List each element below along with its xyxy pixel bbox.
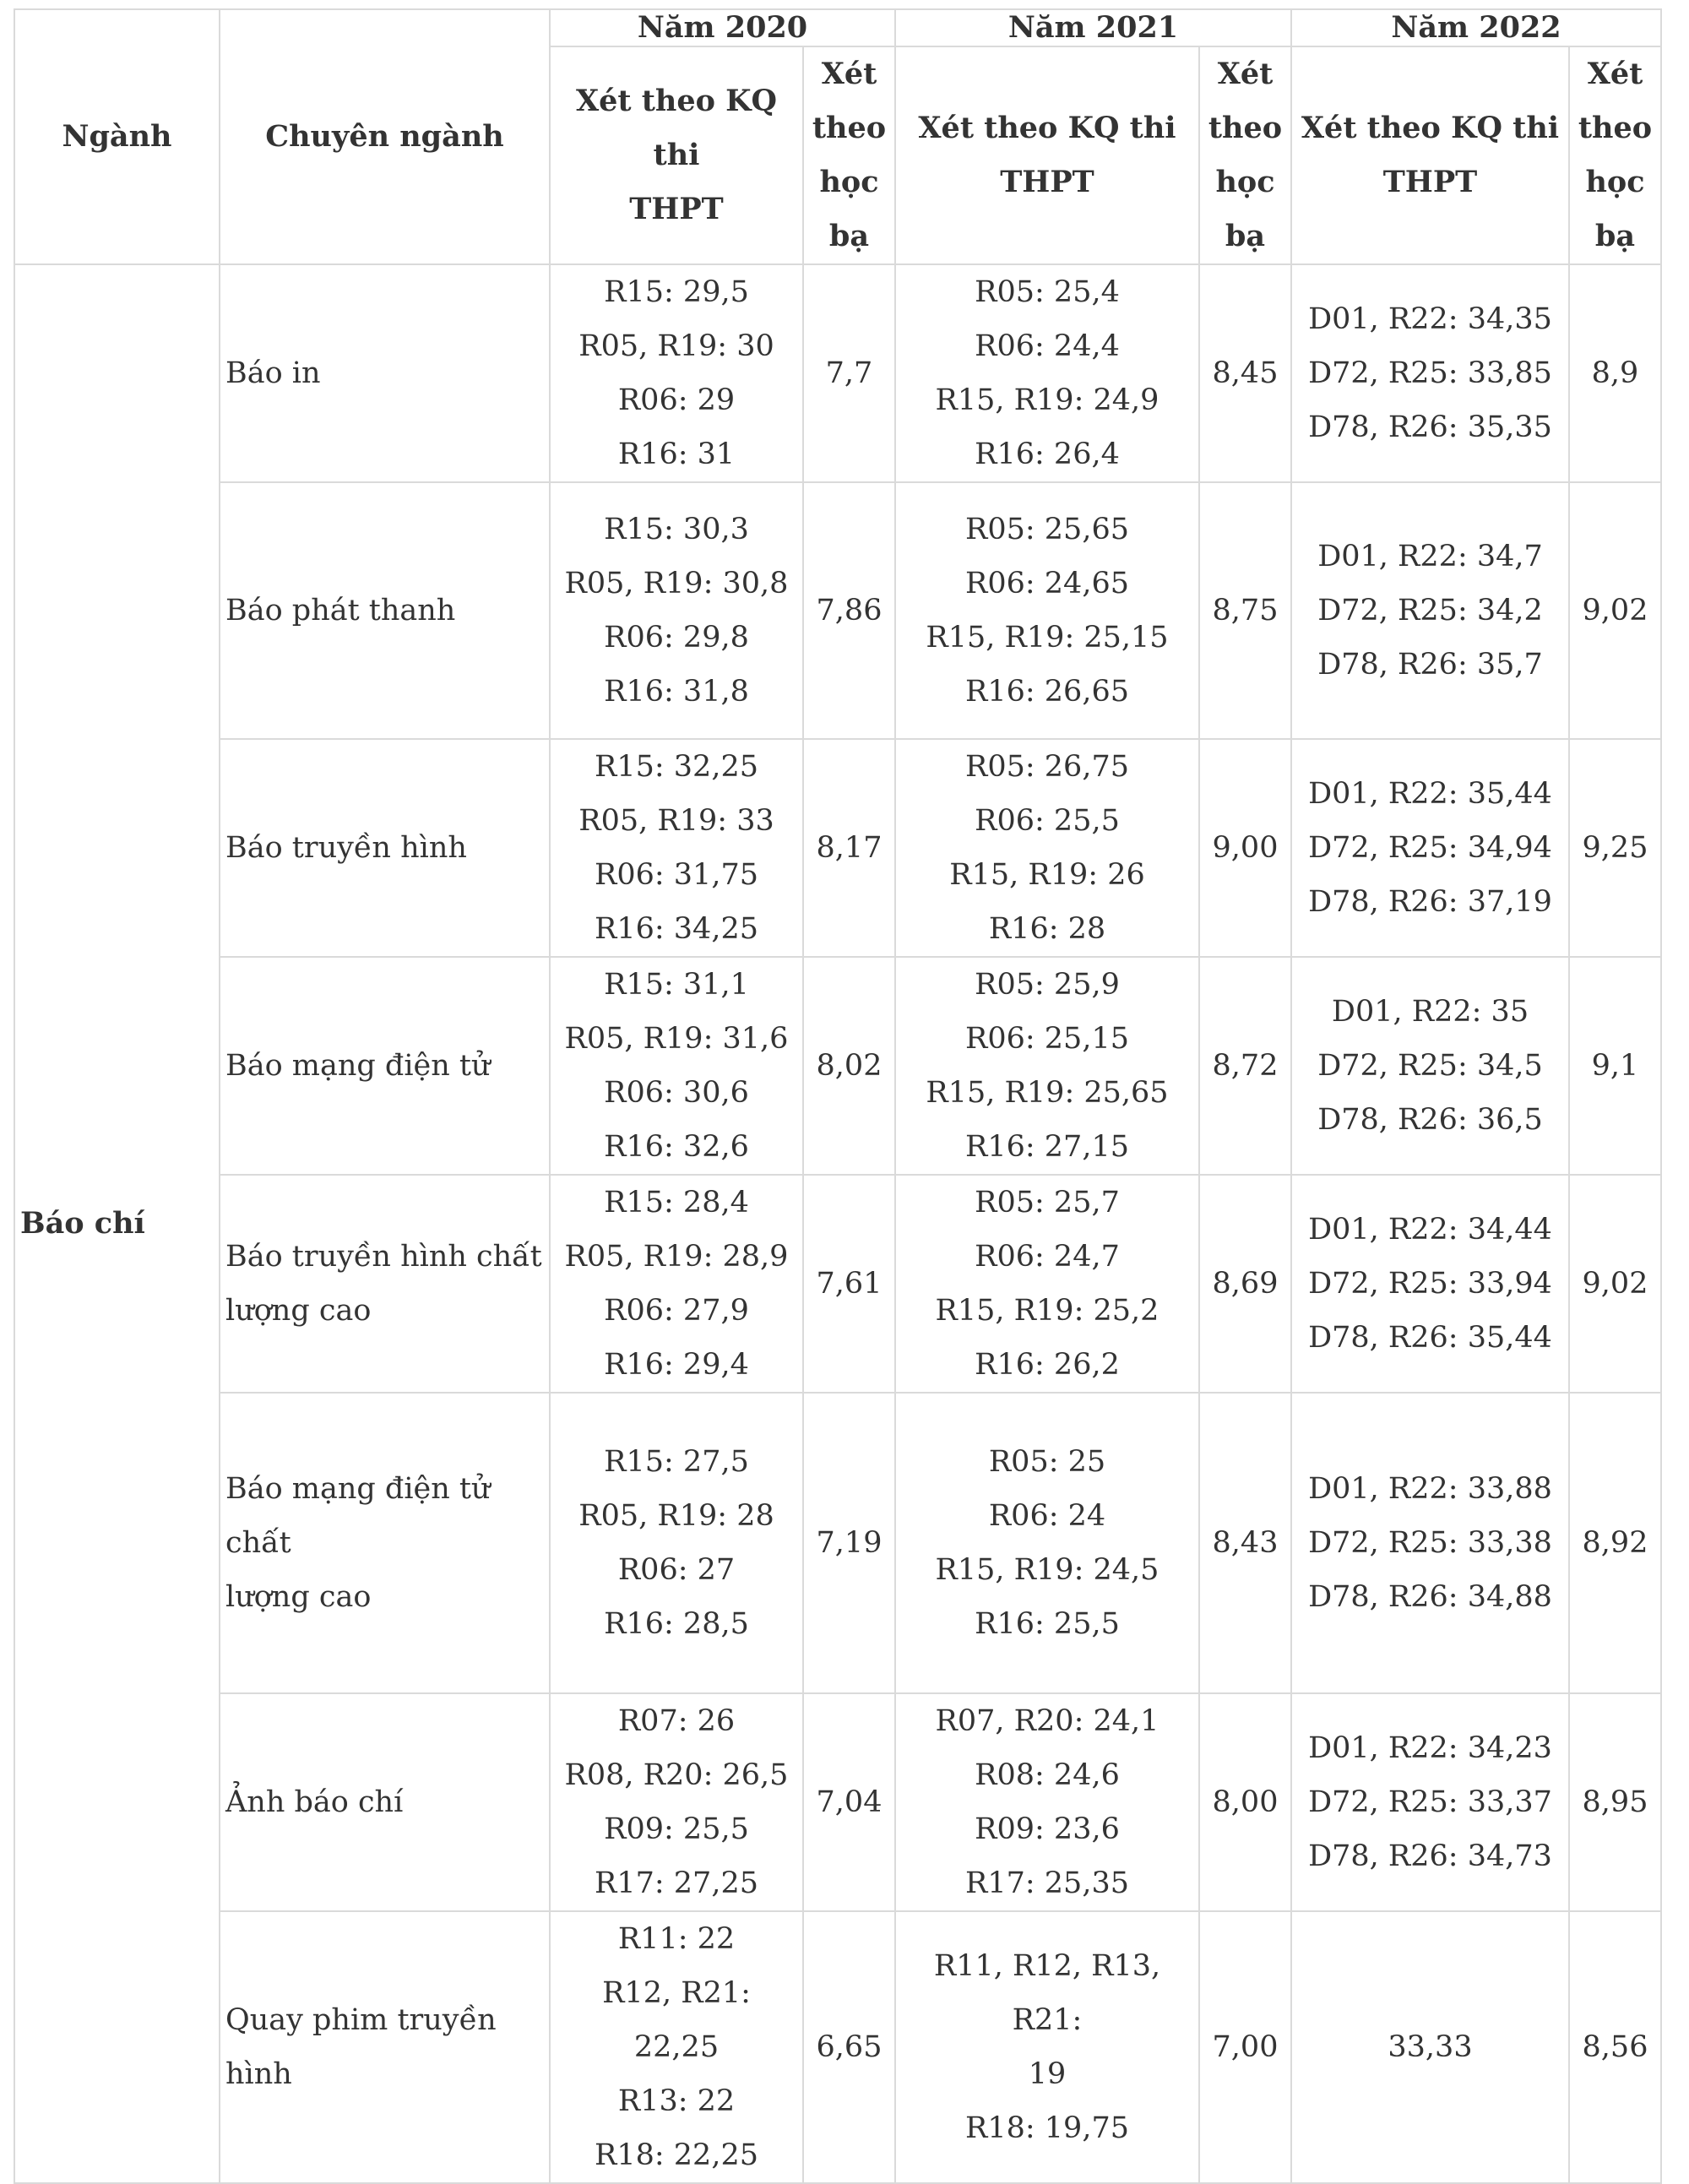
- header-thpt-2022: Xét theo KQ thi THPT: [1291, 46, 1569, 264]
- score-2021-hocba: 8,00: [1199, 1693, 1291, 1911]
- score-2021-thpt: R05: 25,65 R06: 24,65 R15, R19: 25,15 R16: 26,65: [895, 482, 1199, 739]
- score-2020-hocba: 7,86: [803, 482, 895, 739]
- major-cell: Báo phát thanh: [220, 482, 550, 739]
- score-2021-thpt: R05: 25,7 R06: 24,7 R15, R19: 25,2 R16: 26,2: [895, 1175, 1199, 1393]
- score-2021-thpt: R07, R20: 24,1 R08: 24,6 R09: 23,6 R17: 25,35: [895, 1693, 1199, 1911]
- score-2020-hocba: 7,61: [803, 1175, 895, 1393]
- header-hocba-2021: Xét theo học bạ: [1199, 46, 1291, 264]
- score-2020-hocba: 7,04: [803, 1693, 895, 1911]
- score-2021-thpt: R05: 25,4 R06: 24,4 R15, R19: 24,9 R16: 26,4: [895, 264, 1199, 482]
- score-2022-thpt: D01, R22: 34,7 D72, R25: 34,2 D78, R26: 35,7: [1291, 482, 1569, 739]
- score-2021-thpt: R05: 26,75 R06: 25,5 R15, R19: 26 R16: 28: [895, 739, 1199, 957]
- score-2022-hocba: 8,95: [1569, 1693, 1661, 1911]
- header-row-years: [14, 9, 1661, 46]
- header-thpt-2021: Xét theo KQ thi THPT: [895, 46, 1199, 264]
- major-cell: Quay phim truyền hình: [220, 1911, 550, 2183]
- score-2020-hocba: 7,19: [803, 1393, 895, 1693]
- header-chuyen-nganh: Chuyên ngành: [220, 9, 550, 264]
- major-cell: Báo truyền hình: [220, 739, 550, 957]
- header-nganh: Ngành: [14, 9, 220, 264]
- score-2020-hocba: 8,02: [803, 957, 895, 1175]
- table-row: [14, 739, 1661, 957]
- table-row: [14, 264, 1661, 482]
- score-2022-thpt: D01, R22: 33,88 D72, R25: 33,38 D78, R26: 34,88: [1291, 1393, 1569, 1693]
- header-thpt-2020: Xét theo KQ thi THPT: [550, 46, 803, 264]
- score-2020-thpt: R07: 26 R08, R20: 26,5 R09: 25,5 R17: 27,25: [550, 1693, 803, 1911]
- score-2022-hocba: 9,02: [1569, 1175, 1661, 1393]
- score-2022-thpt: D01, R22: 34,35 D72, R25: 33,85 D78, R26: 35,35: [1291, 264, 1569, 482]
- score-2020-thpt: R15: 29,5 R05, R19: 30 R06: 29 R16: 31: [550, 264, 803, 482]
- score-2022-hocba: 8,92: [1569, 1393, 1661, 1693]
- major-cell: Báo mạng điện tử chất lượng cao: [220, 1393, 550, 1693]
- admission-scores-table: [14, 8, 1662, 2184]
- table-container: [14, 8, 1660, 2184]
- major-cell: Báo truyền hình chất lượng cao: [220, 1175, 550, 1393]
- header-year-2022: Năm 2022: [1291, 9, 1661, 46]
- score-2021-hocba: 8,69: [1199, 1175, 1291, 1393]
- table-row: [14, 1175, 1661, 1393]
- score-2022-hocba: 9,25: [1569, 739, 1661, 957]
- score-2022-hocba: 9,1: [1569, 957, 1661, 1175]
- score-2020-thpt: R15: 31,1 R05, R19: 31,6 R06: 30,6 R16: 32,6: [550, 957, 803, 1175]
- table-row: [14, 957, 1661, 1175]
- score-2021-thpt: R05: 25 R06: 24 R15, R19: 24,5 R16: 25,5: [895, 1393, 1199, 1693]
- score-2020-hocba: 6,65: [803, 1911, 895, 2183]
- table-row: [14, 1911, 1661, 2183]
- table-row: [14, 482, 1661, 739]
- score-2020-hocba: 8,17: [803, 739, 895, 957]
- score-2021-hocba: 8,72: [1199, 957, 1291, 1175]
- score-2022-hocba: 8,9: [1569, 264, 1661, 482]
- score-2021-hocba: 7,00: [1199, 1911, 1291, 2183]
- score-2020-hocba: 7,7: [803, 264, 895, 482]
- score-2022-thpt: D01, R22: 35 D72, R25: 34,5 D78, R26: 36,5: [1291, 957, 1569, 1175]
- score-2022-hocba: 8,56: [1569, 1911, 1661, 2183]
- header-hocba-2022: Xét theo học bạ: [1569, 46, 1661, 264]
- major-cell: Báo mạng điện tử: [220, 957, 550, 1175]
- score-2021-thpt: R11, R12, R13, R21: 19 R18: 19,75: [895, 1911, 1199, 2183]
- score-2022-hocba: 9,02: [1569, 482, 1661, 739]
- score-2021-thpt: R05: 25,9 R06: 25,15 R15, R19: 25,65 R16: 27,15: [895, 957, 1199, 1175]
- group-bao-chi: Báo chí: [14, 264, 220, 2183]
- score-2020-thpt: R15: 30,3 R05, R19: 30,8 R06: 29,8 R16: 31,8: [550, 482, 803, 739]
- score-2022-thpt: D01, R22: 35,44 D72, R25: 34,94 D78, R26: 37,19: [1291, 739, 1569, 957]
- score-2020-thpt: R11: 22 R12, R21: 22,25 R13: 22 R18: 22,25: [550, 1911, 803, 2183]
- score-2022-thpt: D01, R22: 34,23 D72, R25: 33,37 D78, R26: 34,73: [1291, 1693, 1569, 1911]
- header-year-2020: Năm 2020: [550, 9, 895, 46]
- score-2020-thpt: R15: 27,5 R05, R19: 28 R06: 27 R16: 28,5: [550, 1393, 803, 1693]
- major-cell: Ảnh báo chí: [220, 1693, 550, 1911]
- table-row: [14, 1393, 1661, 1693]
- major-cell: Báo in: [220, 264, 550, 482]
- table-row: [14, 1693, 1661, 1911]
- score-2022-thpt: D01, R22: 34,44 D72, R25: 33,94 D78, R26: 35,44: [1291, 1175, 1569, 1393]
- score-2021-hocba: 8,75: [1199, 482, 1291, 739]
- score-2021-hocba: 9,00: [1199, 739, 1291, 957]
- score-2021-hocba: 8,45: [1199, 264, 1291, 482]
- score-2020-thpt: R15: 28,4 R05, R19: 28,9 R06: 27,9 R16: 29,4: [550, 1175, 803, 1393]
- header-year-2021: Năm 2021: [895, 9, 1291, 46]
- header-hocba-2020: Xét theo học bạ: [803, 46, 895, 264]
- score-2020-thpt: R15: 32,25 R05, R19: 33 R06: 31,75 R16: 34,25: [550, 739, 803, 957]
- score-2021-hocba: 8,43: [1199, 1393, 1291, 1693]
- score-2022-thpt: 33,33: [1291, 1911, 1569, 2183]
